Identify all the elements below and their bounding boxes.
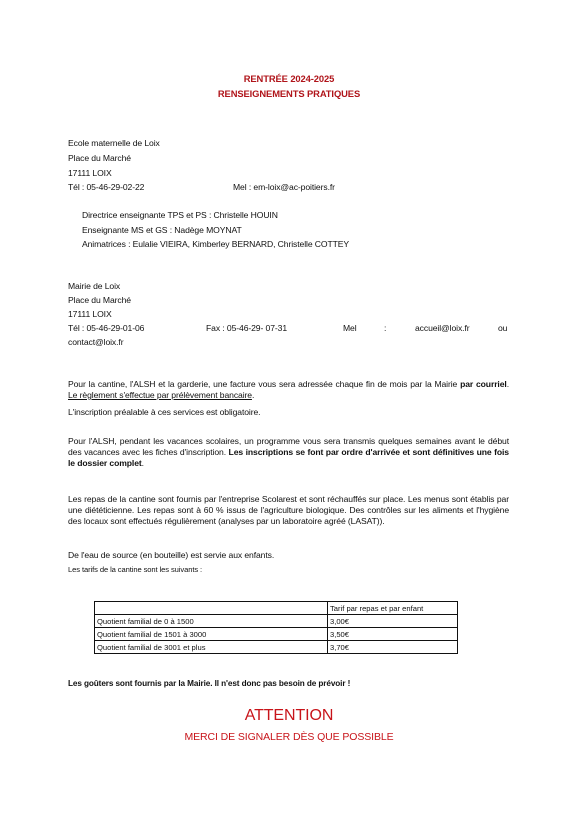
- mairie-phone: Tél : 05-46-29-01-06: [68, 323, 145, 333]
- alsh-text: Pour l'ALSH, pendant les vacances scolaires, un programme vous sera transmis quelques semaines avant le début des vacances avec les fiches d'inscription.: [68, 436, 509, 457]
- alsh-paragraph: [68, 436, 509, 469]
- staff-teacher: Enseignante MS et GS : Nadège MOYNAT: [82, 225, 242, 235]
- table-cell-quotient: Quotient familial de 0 à 1500: [95, 615, 328, 628]
- table-header-cell: [95, 602, 328, 615]
- billing-paragraph: [68, 379, 509, 401]
- table-row: [95, 615, 458, 628]
- table-cell-price: 3,50€: [328, 628, 458, 641]
- canteen-water: De l'eau de source (en bouteille) est servie aux enfants.: [68, 550, 275, 560]
- title-line-1: RENTRÉE 2024-2025: [243, 73, 335, 84]
- title-line-2: RENSEIGNEMENTS PRATIQUES: [217, 88, 361, 99]
- billing-end: .: [251, 390, 255, 400]
- table-header-row: [95, 602, 458, 615]
- mairie-email-2[interactable]: contact@loix.fr: [68, 337, 124, 347]
- mairie-mel-label: Mel: [343, 323, 357, 333]
- mairie-name: Mairie de Loix: [68, 281, 121, 291]
- mairie-street: Place du Marché: [68, 295, 131, 305]
- tariff-table: [94, 601, 458, 654]
- table-cell-quotient: Quotient familial de 3001 et plus: [95, 641, 328, 654]
- attention-subheading: MERCI DE SIGNALER DÈS QUE POSSIBLE: [184, 731, 394, 743]
- staff-director: Directrice enseignante TPS et PS : Christelle HOUIN: [82, 210, 278, 220]
- alsh-end: .: [141, 458, 144, 468]
- attention-heading: ATTENTION: [244, 707, 334, 724]
- table-cell-quotient: Quotient familial de 1501 à 3000: [95, 628, 328, 641]
- table-row: [95, 628, 458, 641]
- school-street: Place du Marché: [68, 153, 131, 163]
- billing-sep: .: [506, 379, 509, 389]
- billing-email-mode: par courriel: [460, 379, 507, 389]
- table-header-cell: Tarif par repas et par enfant: [328, 602, 458, 615]
- school-name: Ecole maternelle de Loix: [68, 138, 160, 148]
- staff-animators: Animatrices : Eulalie VIEIRA, Kimberley BERNARD, Christelle COTTEY: [82, 239, 350, 249]
- snacks-note: Les goûters sont fournis par la Mairie. Il n'est donc pas besoin de prévoir !: [68, 679, 351, 688]
- mairie-colon: :: [384, 323, 387, 333]
- table-cell-price: 3,70€: [328, 641, 458, 654]
- registration-required: L'inscription préalable à ces services est obligatoire.: [68, 407, 261, 417]
- school-phone: Tél : 05-46-29-02-22: [68, 182, 145, 192]
- school-city: 17111 LOIX: [68, 168, 112, 178]
- mairie-city: 17111 LOIX: [68, 309, 112, 319]
- canteen-paragraph: Les repas de la cantine sont fournis par l'entreprise Scolarest et sont réchauffés sur place. Les menus sont établis par une diététicienne. Les repas sont à 60 % issus de l'agriculture biologique. Des contrôles sur les aliments et l'hygiène des locaux sont effectués régulièrement (analyses par un laboratoire agréé (LASAT)).: [68, 494, 509, 526]
- table-cell-price: 3,00€: [328, 615, 458, 628]
- mairie-or: ou: [498, 323, 508, 333]
- billing-text: Pour la cantine, l'ALSH et la garderie, une facture vous sera adressée chaque fin de mois par la Mairie: [68, 379, 458, 389]
- canteen-tariffs-intro: Les tarifs de la cantine sont les suivants :: [68, 565, 203, 574]
- mairie-email-1[interactable]: accueil@loix.fr: [415, 323, 470, 333]
- table-row: [95, 641, 458, 654]
- billing-payment-mode: Le règlement s'effectue par prélèvement bancaire: [68, 390, 252, 400]
- school-mail: Mel : em-loix@ac-poitiers.fr: [233, 182, 335, 192]
- alsh-registration-rule: Les inscriptions se font par ordre d'arrivée et sont définitives une fois le dossier complet: [68, 447, 509, 468]
- mairie-fax: Fax : 05-46-29- 07-31: [206, 323, 288, 333]
